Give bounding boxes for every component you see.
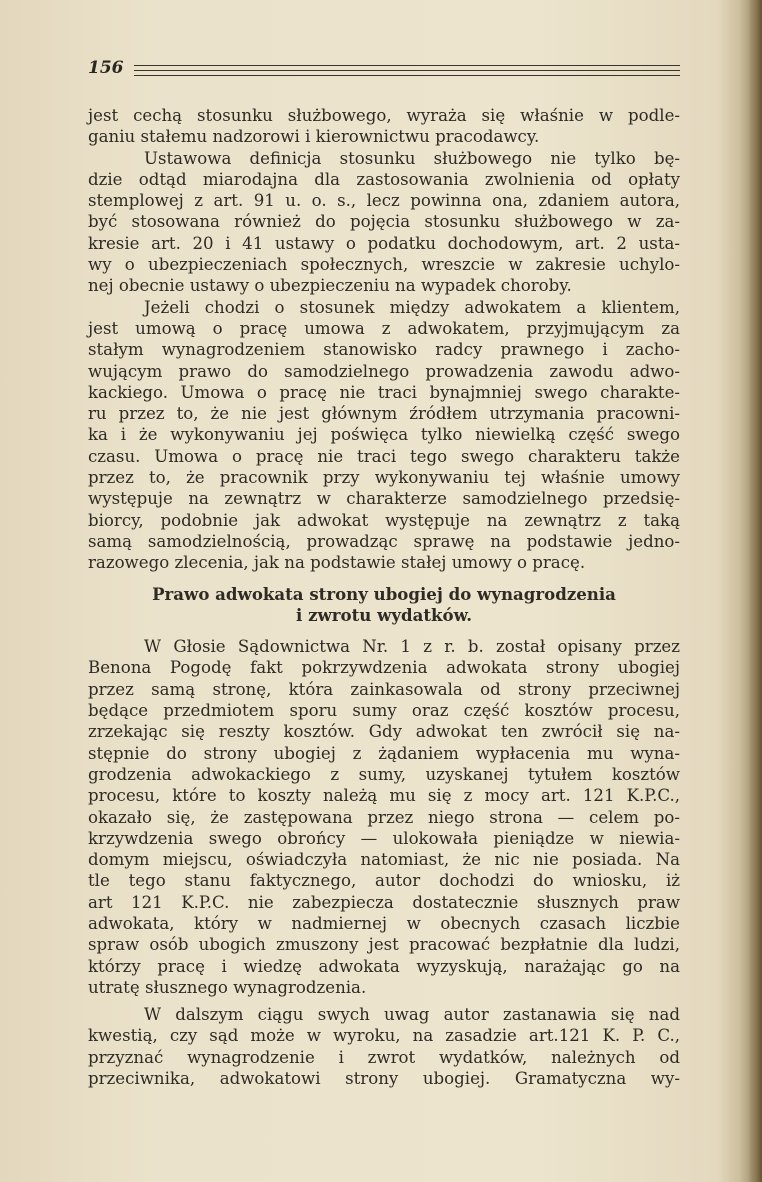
text-line: Benona Pogodę fakt pokrzywdzenia adwokata strony ubogiej <box>88 658 680 678</box>
text-line: biorcy, podobnie jak adwokat występuje na zewnątrz z taką <box>88 510 680 530</box>
text-line: stemplowej z art. 91 u. o. s., lecz powinna ona, zdaniem autora, <box>88 191 680 211</box>
page-header <box>88 58 680 86</box>
page-edge-shadow <box>748 0 762 1182</box>
paragraph-1 <box>88 105 680 148</box>
paragraph-5 <box>88 1004 680 1089</box>
text-line: krzywdzenia swego obrońcy — ulokowała pieniądze w niewia- <box>88 828 680 848</box>
text-line: nej obecnie ustawy o ubezpieczeniu na wypadek choroby. <box>88 276 572 296</box>
text-line: W Głosie Sądownictwa Nr. 1 z r. b. został opisany przez <box>144 637 680 657</box>
text-line: stałym wynagrodzeniem stanowisko radcy prawnego i zacho- <box>88 340 680 360</box>
text-line: utratę słusznego wynagrodzenia. <box>88 977 367 997</box>
text-line: Ustawowa definicja stosunku służbowego nie tylko bę- <box>144 148 680 168</box>
body-text <box>88 105 680 1089</box>
text-line: adwokata, który w nadmiernej w obecnych czasach liczbie <box>88 913 680 933</box>
text-line: grodzenia adwokackiego z sumy, uzyskanej tytułem kosztów <box>88 764 680 784</box>
text-line: którzy pracę i wiedzę adwokata wyzyskują, narażając go na <box>88 956 680 976</box>
section-heading <box>88 584 680 627</box>
text-line: przyznać wynagrodzenie i zwrot wydatków, należnych od <box>88 1047 680 1067</box>
text-line: kwestią, czy sąd może w wyroku, na zasadzie art.121 K. P. C., <box>88 1026 680 1046</box>
text-line: razowego zlecenia, jak na podstawie stałej umowy o pracę. <box>88 553 586 573</box>
text-line: być stosowana również do pojęcia stosunku służbowego w za- <box>88 212 680 232</box>
text-line: Jeżeli chodzi o stosunek między adwokatem a klientem, <box>144 297 680 317</box>
text-line: okazało się, że zastępowana przez niego strona — celem po- <box>88 807 680 827</box>
header-rule <box>134 75 680 76</box>
text-line: procesu, które to koszty należą mu się z mocy art. 121 K.P.C., <box>88 786 680 806</box>
text-line: czasu. Umowa o pracę nie traci tego swego charakteru także <box>88 446 680 466</box>
header-rule <box>134 65 680 66</box>
text-line: stępnie do strony ubogiej z żądaniem wypłacenia mu wyna- <box>88 743 680 763</box>
text-line: dzie odtąd miarodajna dla zastosowania zwolnienia od opłaty <box>88 169 680 189</box>
text-line: wującym prawo do samodzielnego prowadzenia zawodu adwo- <box>88 361 680 381</box>
text-line: kackiego. Umowa o pracę nie traci bynajmniej swego charakte- <box>88 382 680 402</box>
text-line: tle tego stanu faktycznego, autor dochodzi do wniosku, iż <box>88 871 680 891</box>
paragraph-3 <box>88 297 680 574</box>
text-line: W dalszym ciągu swych uwag autor zastanawia się nad <box>144 1005 680 1025</box>
text-line: występuje na zewnątrz w charakterze samodzielnego przedsię- <box>88 489 680 509</box>
paragraph-4 <box>88 636 680 998</box>
text-line: ganiu stałemu nadzorowi i kierownictwu pracodawcy. <box>88 127 540 147</box>
section-heading-line: i zwrotu wydatków. <box>295 604 472 625</box>
text-line: przez to, że pracownik przy wykonywaniu tej właśnie umowy <box>88 468 680 488</box>
text-line: jest cechą stosunku służbowego, wyraża się właśnie w podle- <box>88 106 680 125</box>
text-line: przez samą stronę, która zainkasowala od strony przeciwnej <box>88 679 680 699</box>
page-number: 156 <box>88 58 124 78</box>
paragraph-2 <box>88 148 680 297</box>
text-line: samą samodzielnością, prowadząc sprawę na podstawie jedno- <box>88 531 680 551</box>
section-heading-line: Prawo adwokata strony ubogiej do wynagrodzenia <box>152 583 616 604</box>
text-line: ka i że wykonywaniu jej poświęca tylko niewielką część swego <box>88 425 680 445</box>
text-line: kresie art. 20 i 41 ustawy o podatku dochodowym, art. 2 usta- <box>88 233 680 253</box>
text-line: art 121 K.P.C. nie zabezpiecza dostatecznie słusznych praw <box>88 892 680 912</box>
text-line: przeciwnika, adwokatowi strony ubogiej. Gramatyczna wy- <box>88 1069 680 1089</box>
text-line: wy o ubezpieczeniach społecznych, wreszcie w zakresie uchylo- <box>88 255 680 275</box>
text-line: ru przez to, że nie jest głównym źródłem utrzymania pracowni- <box>88 404 680 424</box>
text-line: zrzekając się reszty kosztów. Gdy adwokat ten zwrócił się na- <box>88 722 680 742</box>
text-line: domym miejscu, oświadczyła natomiast, że nic nie posiada. Na <box>88 850 680 870</box>
text-line: będące przedmiotem sporu sumy oraz część kosztów procesu, <box>88 701 680 721</box>
text-line: spraw osób ubogich zmuszony jest pracować bezpłatnie dla ludzi, <box>88 935 680 955</box>
text-line: jest umową o pracę umowa z adwokatem, przyjmującym za <box>88 318 680 338</box>
header-rule <box>134 70 680 71</box>
